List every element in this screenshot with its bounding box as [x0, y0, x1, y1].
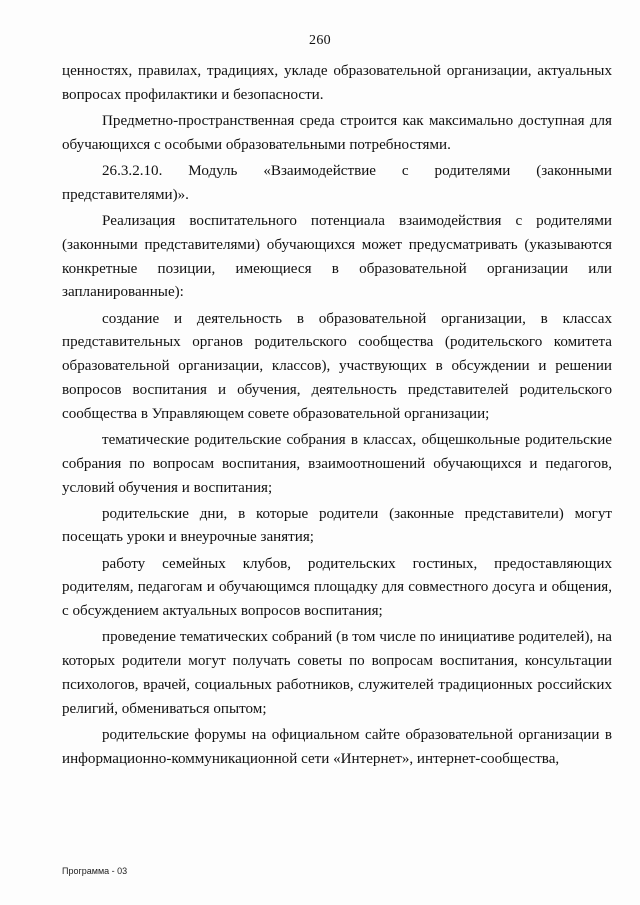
paragraph-intro: Реализация воспитательного потенциала взаимодействия с родителями (законными представителями) обучающихся может предусматривать (указываются конкретные позиции, имеющиеся в образовательной организации или запланированные):: [62, 212, 612, 301]
paragraph-environment: Предметно-пространственная среда строится как максимально доступная для обучающихся с особыми образовательными потребностями.: [62, 112, 612, 153]
list-item: тематические родительские собрания в классах, общешкольные родительские собрания по вопросам воспитания, взаимоотношений обучающихся и педагогов, условий обучения и воспитания;: [62, 431, 612, 496]
list-item: проведение тематических собраний (в том числе по инициативе родителей), на которых родители могут получать советы по вопросам воспитания, консультации психологов, врачей, социальных работников, служителей традиционных российских религий, обмениваться опытом;: [62, 629, 612, 717]
module-heading: 26.3.2.10. Модуль «Взаимодействие с родителями (законными представителями)».: [62, 162, 612, 203]
page-number: 260: [309, 33, 331, 48]
list-item: создание и деятельность в образовательной организации, в классах представительных органов родительского сообщества (родительского комитета образовательной организации, классов), участвующих в обсуждении и решении вопросов воспитания и обучения, деятельность представителей родительского сообщества в Управляющем совете образовательной организации;: [62, 310, 612, 422]
paragraph-continuation: ценностях, правилах, традициях, укладе образовательной организации, актуальных вопросах профилактики и безопасности.: [62, 63, 612, 103]
list-item: работу семейных клубов, родительских гостиных, предоставляющих родителям, педагогам и обучающимся площадку для совместного досуга и общения, с обсуждением актуальных вопросов воспитания;: [62, 555, 612, 620]
document-body: [62, 60, 612, 774]
list-item: родительские дни, в которые родители (законные представители) могут посещать уроки и внеурочные занятия;: [62, 505, 612, 546]
footer-program-label: Программа - 03: [62, 866, 128, 876]
list-item: родительские форумы на официальном сайте образовательной организации в информационно-коммуникационной сети «Интернет», интернет-сообщества,: [62, 727, 612, 767]
